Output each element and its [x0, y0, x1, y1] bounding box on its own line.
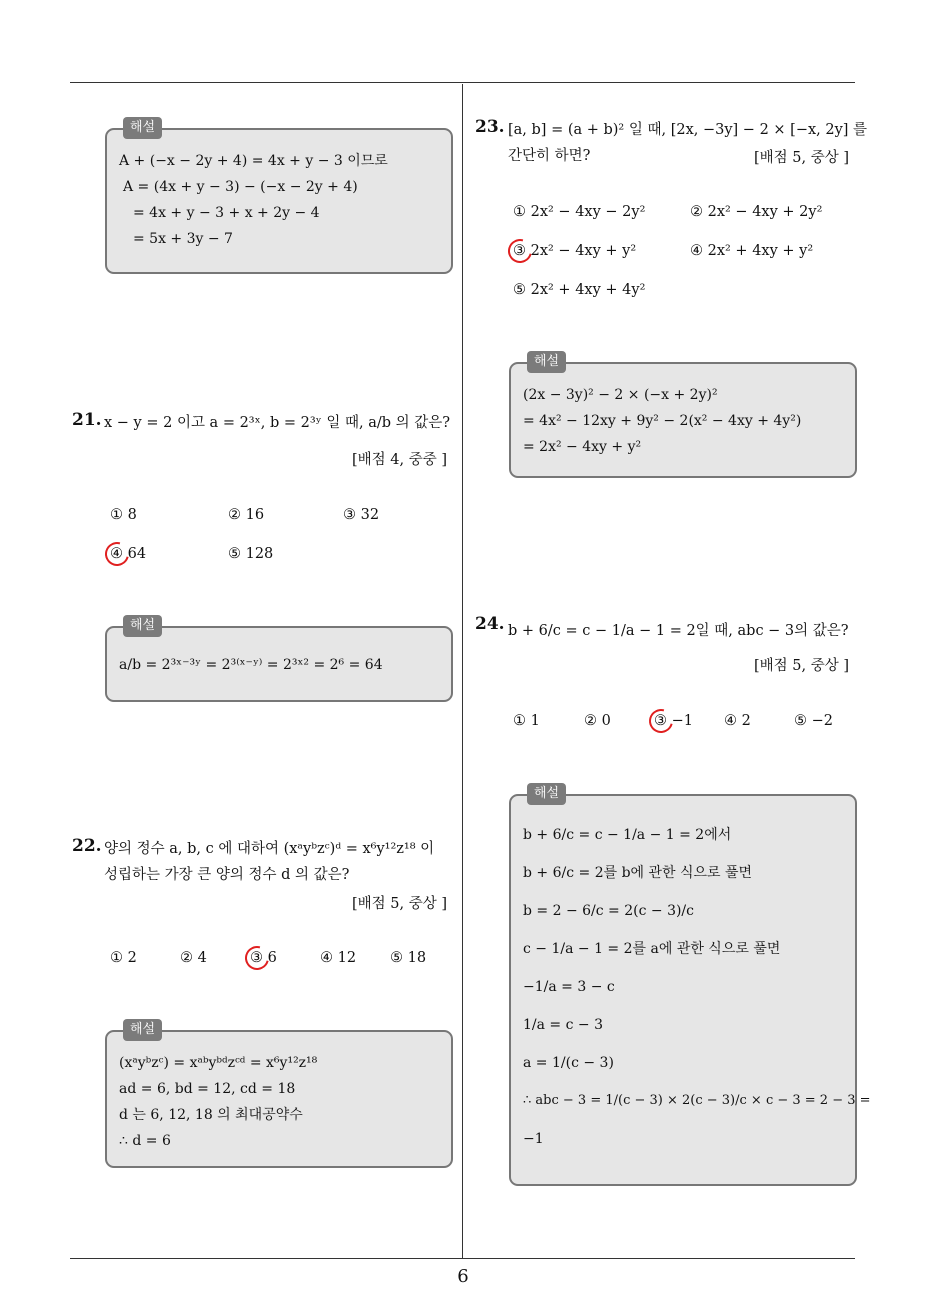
solution-line: = 4x² − 12xy + 9y² − 2(x² − 4xy + 4y²) [523, 413, 802, 429]
question-text-23-line1: [a, b] = (a + b)² 일 때, [2x, −3y] − 2 × [−x, 2y] 를 [508, 122, 868, 138]
choice-23-2[interactable]: ② 2x² − 4xy + 2y² [690, 204, 823, 220]
choice-23-4[interactable]: ④ 2x² + 4xy + y² [690, 243, 814, 259]
solution-line: b + 6/c = 2를 b에 관한 식으로 풀면 [523, 865, 753, 881]
solution-line: (2x − 3y)² − 2 × (−x + 2y)² [523, 387, 718, 403]
solution-box-q23 [509, 354, 857, 478]
choice-22-5[interactable]: ⑤ 18 [390, 950, 427, 966]
choice-22-1[interactable]: ① 2 [110, 950, 137, 966]
solution-box-q24 [509, 786, 871, 1186]
top-rule [70, 82, 855, 83]
choice-22-3[interactable]: ③ 6 [250, 950, 277, 966]
answer-circle-mark [645, 705, 678, 738]
page-number: 6 [457, 1266, 469, 1287]
choice-23-3[interactable]: ③ 2x² − 4xy + y² [513, 243, 637, 259]
bottom-rule [70, 1258, 855, 1259]
question-number-24: 24. [475, 614, 505, 634]
question-text-21: x − y = 2 이고 a = 2³ˣ, b = 2³ʸ 일 때, a/b 의 값은? [104, 415, 451, 431]
solution-line: b = 2 − 6/c = 2(c − 3)/c [523, 903, 694, 919]
solution-line: A = (4x + y − 3) − (−x − 2y + 4) [123, 179, 358, 195]
solution-line: d 는 6, 12, 18 의 최대공약수 [119, 1107, 303, 1123]
solution-line: ∴ d = 6 [119, 1133, 171, 1149]
solution-box-q21 [105, 618, 453, 702]
solution-tag: 해설 [527, 351, 566, 373]
solution-line: = 4x + y − 3 + x + 2y − 4 [133, 205, 320, 221]
answer-circle-mark [241, 942, 274, 975]
choice-21-3[interactable]: ③ 32 [343, 507, 380, 523]
choice-21-1[interactable]: ① 8 [110, 507, 137, 523]
solution-line: 1/a = c − 3 [523, 1017, 603, 1033]
choice-24-2[interactable]: ② 0 [584, 713, 611, 729]
score-22: [배점 5, 중상 ] [352, 896, 448, 912]
question-text-24: b + 6/c = c − 1/a − 1 = 2일 때, abc − 3의 값은? [508, 623, 849, 639]
solution-line: = 5x + 3y − 7 [133, 231, 233, 247]
choice-22-2[interactable]: ② 4 [180, 950, 207, 966]
question-text-23-line2: 간단히 하면? [508, 148, 591, 164]
choice-21-2[interactable]: ② 16 [228, 507, 265, 523]
choice-23-1[interactable]: ① 2x² − 4xy − 2y² [513, 204, 646, 220]
question-text-22-line2: 성립하는 가장 큰 양의 정수 d 의 값은? [104, 867, 350, 883]
solution-line: a/b = 2³ˣ⁻³ʸ = 2³⁽ˣ⁻ʸ⁾ = 2³ˣ² = 2⁶ = 64 [119, 657, 383, 673]
choice-24-1[interactable]: ① 1 [513, 713, 540, 729]
choice-22-4[interactable]: ④ 12 [320, 950, 357, 966]
solution-tag: 해설 [123, 117, 162, 139]
solution-line: c − 1/a − 1 = 2를 a에 관한 식으로 풀면 [523, 941, 781, 957]
solution-line: (xᵃyᵇzᶜ) = xᵃᵇyᵇᵈzᶜᵈ = x⁶y¹²z¹⁸ [119, 1055, 318, 1071]
solution-tag: 해설 [123, 1019, 162, 1041]
solution-line: ∴ abc − 3 = 1/(c − 3) × 2(c − 3)/c × c − 3 = 2 − 3 = [523, 1093, 871, 1108]
solution-line: −1/a = 3 − c [523, 979, 615, 995]
column-divider [462, 84, 463, 1259]
answer-circle-mark [101, 538, 134, 571]
question-number-23: 23. [475, 117, 505, 137]
score-21: [배점 4, 중중 ] [352, 452, 448, 468]
choice-21-4[interactable]: ④ 64 [110, 546, 147, 562]
solution-tag: 해설 [527, 783, 566, 805]
solution-line: A + (−x − 2y + 4) = 4x + y − 3 이므로 [119, 153, 388, 169]
choice-21-5[interactable]: ⑤ 128 [228, 546, 274, 562]
choice-24-3[interactable]: ③ −1 [654, 713, 693, 729]
solution-box-q22 [105, 1022, 453, 1168]
question-text-22-line1: 양의 정수 a, b, c 에 대하여 (xᵃyᵇzᶜ)ᵈ = x⁶y¹²z¹⁸ 이 [104, 841, 435, 857]
answer-circle-mark [504, 235, 537, 268]
solution-line: −1 [523, 1131, 544, 1147]
score-24: [배점 5, 중상 ] [754, 658, 850, 674]
solution-tag: 해설 [123, 615, 162, 637]
choice-24-5[interactable]: ⑤ −2 [794, 713, 833, 729]
score-23: [배점 5, 중상 ] [754, 150, 850, 166]
solution-box-q20 [105, 120, 453, 274]
solution-line: a = 1/(c − 3) [523, 1055, 614, 1071]
question-number-21: 21. [72, 410, 102, 430]
solution-line: b + 6/c = c − 1/a − 1 = 2에서 [523, 827, 732, 843]
choice-23-5[interactable]: ⑤ 2x² + 4xy + 4y² [513, 282, 646, 298]
question-number-22: 22. [72, 836, 102, 856]
solution-line: ad = 6, bd = 12, cd = 18 [119, 1081, 296, 1097]
choice-24-4[interactable]: ④ 2 [724, 713, 751, 729]
solution-line: = 2x² − 4xy + y² [523, 439, 642, 455]
